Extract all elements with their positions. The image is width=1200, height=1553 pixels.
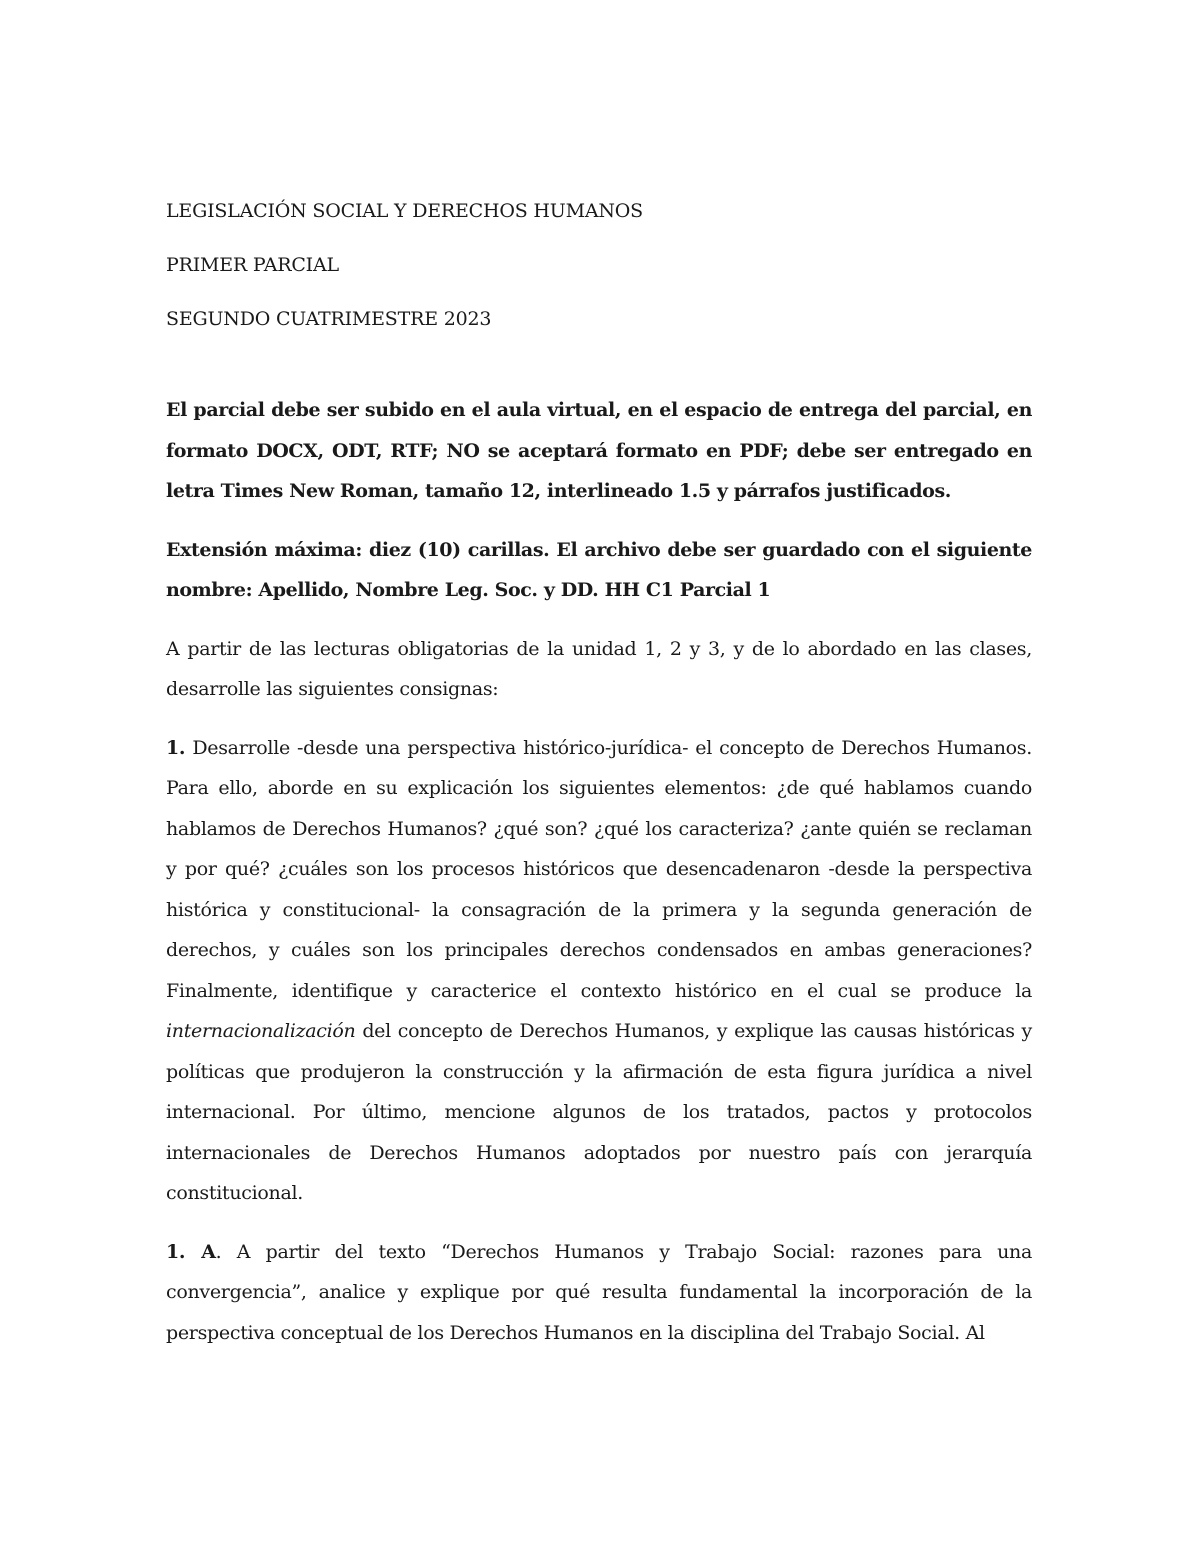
question-1-number: 1. (166, 736, 186, 759)
question-1-italic-term: internacionalización (166, 1020, 356, 1042)
question-1 (166, 728, 1032, 1214)
intro-paragraph: A partir de las lecturas obligatorias de la unidad 1, 2 y 3, y de lo abordado en las clases, desarrolle las siguientes consignas: (166, 637, 1032, 700)
question-1-text-a: Desarrolle -desde una perspectiva histórico-jurídica- el concepto de Derechos Humanos. Para ello, aborde en su explicación los siguientes elementos: ¿de qué hablamos cuando hablamos de Derechos Humanos? ¿qué son? ¿qué los caracteriza? ¿ante quién se reclaman y por qué? ¿cuáles son los procesos históricos que desencadenaron -desde la perspectiva histórica y constitucional- la consagración de la primera y la segunda generación de derechos, y cuáles son los principales derechos condensados en ambas generaciones? Finalmente, identifique y caracterice el contexto histórico en el cual se produce la (166, 736, 1032, 1002)
length-instructions: Extensión máxima: diez (10) carillas. El archivo debe ser guardado con el siguiente nombre: Apellido, Nombre Leg. Soc. y DD. HH C1 Parcial 1 (166, 538, 1032, 601)
spacer (166, 358, 1032, 390)
exam-title: PRIMER PARCIAL (166, 254, 339, 276)
question-1a-text: . A partir del texto “Derechos Humanos y Trabajo Social: razones para una convergencia”, analice y explique por qué resulta fundamental la incorporación de la perspectiva conceptual de los Derechos Humanos en la disciplina del Trabajo Social. Al (166, 1240, 1032, 1344)
course-title: LEGISLACIÓN SOCIAL Y DERECHOS HUMANOS (166, 200, 643, 222)
question-1a-number: 1. A (166, 1240, 216, 1263)
document-body (166, 196, 1032, 1371)
term-title: SEGUNDO CUATRIMESTRE 2023 (166, 308, 492, 330)
question-1-text-b: del concepto de Derechos Humanos, y explique las causas históricas y políticas que produjeron la construcción y la afirmación de esta figura jurídica a nivel internacional. Por último, mencione algunos de los tratados, pactos y protocolos internacionales de Derechos Humanos adoptados por nuestro país con jerarquía constitucional. (166, 1020, 1032, 1204)
question-1a (166, 1232, 1032, 1354)
submission-instructions: El parcial debe ser subido en el aula virtual, en el espacio de entrega del parcial, en formato DOCX, ODT, RTF; NO se aceptará formato en PDF; debe ser entregado en letra Times New Roman, tamaño 12, interlineado 1.5 y párrafos justificados. (166, 399, 1032, 502)
